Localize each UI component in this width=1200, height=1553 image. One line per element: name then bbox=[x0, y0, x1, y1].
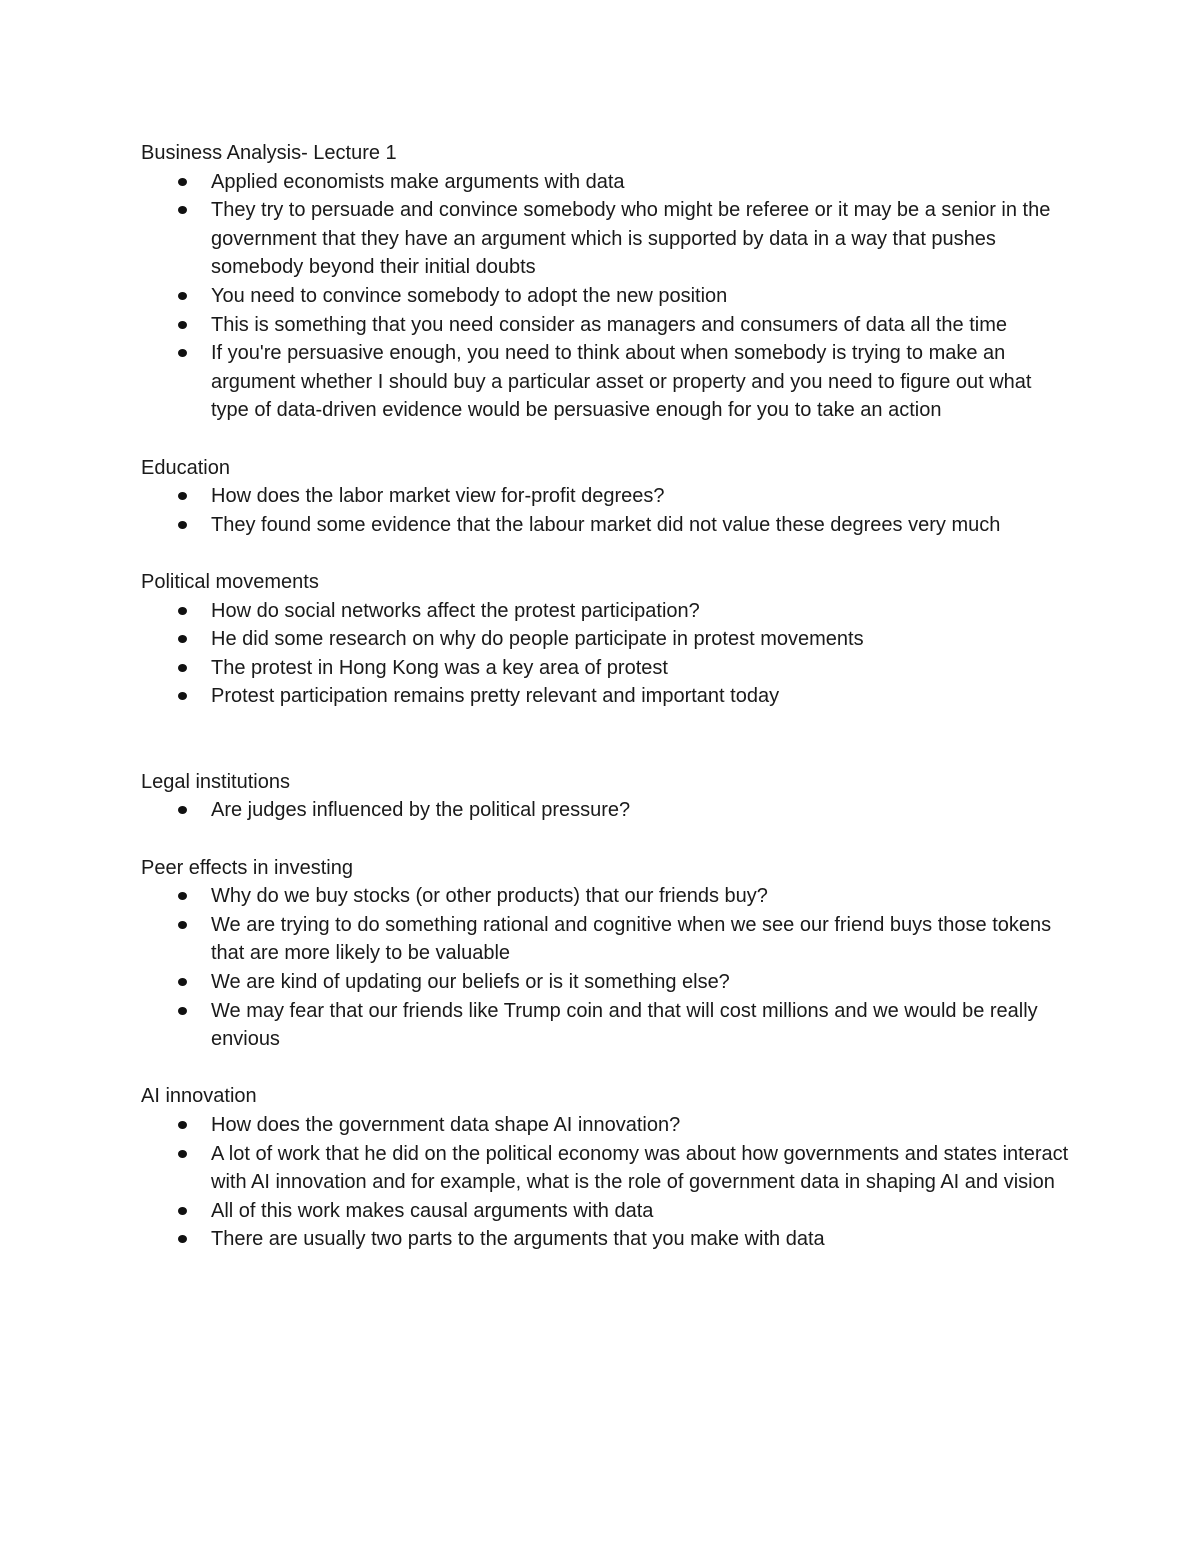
list-item-text: Applied economists make arguments with data bbox=[211, 170, 625, 193]
section-political-movements bbox=[141, 568, 1071, 711]
list-item bbox=[141, 1111, 1071, 1140]
list-item bbox=[141, 1225, 1071, 1254]
list-item-text: How do social networks affect the protest participation? bbox=[211, 599, 700, 622]
bullet-icon bbox=[178, 178, 187, 186]
bullet-icon bbox=[178, 349, 187, 357]
bullet-icon bbox=[178, 978, 187, 986]
bullet-icon bbox=[178, 521, 187, 529]
bullet-list bbox=[141, 1111, 1071, 1254]
bullet-list bbox=[141, 882, 1071, 1054]
bullet-icon bbox=[178, 321, 187, 329]
list-item-text: If you're persuasive enough, you need to think about when somebody is trying to make an argument whether I should buy a particular asset or property and you need to figure out what type of data-driven evidence would be persuasive enough for you to take an action bbox=[211, 342, 1032, 422]
bullet-icon bbox=[178, 1007, 187, 1015]
section-heading: Business Analysis- Lecture 1 bbox=[141, 142, 397, 164]
list-item bbox=[141, 968, 1071, 997]
list-item bbox=[141, 482, 1071, 511]
list-item bbox=[141, 997, 1071, 1054]
list-item bbox=[141, 796, 1071, 825]
bullet-icon bbox=[178, 1150, 187, 1158]
list-item bbox=[141, 882, 1071, 911]
list-item bbox=[141, 654, 1071, 683]
bullet-icon bbox=[178, 607, 187, 615]
list-item bbox=[141, 282, 1071, 311]
list-item bbox=[141, 1197, 1071, 1226]
list-item-text: They try to persuade and convince somebody who might be referee or it may be a senior in the government that they have an argument which is supported by data in a way that pushes somebody beyond their initial doubts bbox=[211, 199, 1051, 279]
section-heading: Political movements bbox=[141, 570, 319, 593]
bullet-icon bbox=[178, 292, 187, 300]
bullet-list bbox=[141, 597, 1071, 711]
list-item-text: He did some research on why do people participate in protest movements bbox=[211, 628, 864, 651]
list-item-text: We may fear that our friends like Trump coin and that will cost millions and we would be really envious bbox=[211, 999, 1038, 1051]
list-item bbox=[141, 625, 1071, 654]
bullet-icon bbox=[178, 206, 187, 214]
list-item-text: A lot of work that he did on the political economy was about how governments and states interact with AI innovation and for example, what is the role of government data in shaping AI and vision bbox=[211, 1142, 1069, 1194]
list-item-text: How does the labor market view for-profit degrees? bbox=[211, 485, 665, 508]
bullet-icon bbox=[178, 664, 187, 672]
bullet-icon bbox=[178, 492, 187, 500]
section-education bbox=[141, 454, 1071, 540]
bullet-icon bbox=[178, 1207, 187, 1215]
list-item-text: Why do we buy stocks (or other products) that our friends buy? bbox=[211, 885, 768, 908]
list-item-text: We are trying to do something rational and cognitive when we see our friend buys those tokens that are more likely to be valuable bbox=[211, 913, 1052, 965]
section-heading: Peer effects in investing bbox=[141, 856, 353, 879]
section-heading: AI innovation bbox=[141, 1085, 257, 1108]
list-item-text: We are kind of updating our beliefs or is it something else? bbox=[211, 971, 730, 994]
list-item-text: All of this work makes causal arguments with data bbox=[211, 1199, 654, 1222]
section-peer-effects bbox=[141, 854, 1071, 1054]
list-item-text: They found some evidence that the labour market did not value these degrees very much bbox=[211, 513, 1001, 536]
list-item-text: The protest in Hong Kong was a key area of protest bbox=[211, 656, 668, 679]
bullet-icon bbox=[178, 635, 187, 643]
bullet-list bbox=[141, 482, 1071, 539]
section-heading: Education bbox=[141, 456, 230, 479]
section-ai-innovation bbox=[141, 1082, 1071, 1254]
bullet-icon bbox=[178, 692, 187, 700]
bullet-icon bbox=[178, 892, 187, 900]
section-legal-institutions bbox=[141, 768, 1071, 825]
bullet-list bbox=[141, 796, 1071, 825]
list-item bbox=[141, 682, 1071, 711]
list-item bbox=[141, 196, 1071, 282]
bullet-icon bbox=[178, 806, 187, 814]
list-item bbox=[141, 511, 1071, 540]
list-item bbox=[141, 911, 1071, 968]
document-page bbox=[141, 139, 1071, 1283]
bullet-icon bbox=[178, 1121, 187, 1129]
list-item-text: You need to convince somebody to adopt the new position bbox=[211, 284, 728, 307]
list-item bbox=[141, 168, 1071, 197]
list-item bbox=[141, 311, 1071, 340]
list-item bbox=[141, 339, 1071, 425]
bullet-icon bbox=[178, 921, 187, 929]
list-item bbox=[141, 1140, 1071, 1197]
list-item-text: There are usually two parts to the arguments that you make with data bbox=[211, 1228, 825, 1251]
section-heading: Legal institutions bbox=[141, 770, 290, 793]
list-item bbox=[141, 597, 1071, 626]
bullet-icon bbox=[178, 1235, 187, 1243]
list-item-text: How does the government data shape AI innovation? bbox=[211, 1114, 681, 1136]
list-item-text: Protest participation remains pretty relevant and important today bbox=[211, 685, 780, 708]
bullet-list bbox=[141, 168, 1071, 425]
list-item-text: This is something that you need consider as managers and consumers of data all the time bbox=[211, 313, 1007, 336]
section-business-analysis bbox=[141, 139, 1071, 425]
list-item-text: Are judges influenced by the political pressure? bbox=[211, 799, 631, 822]
